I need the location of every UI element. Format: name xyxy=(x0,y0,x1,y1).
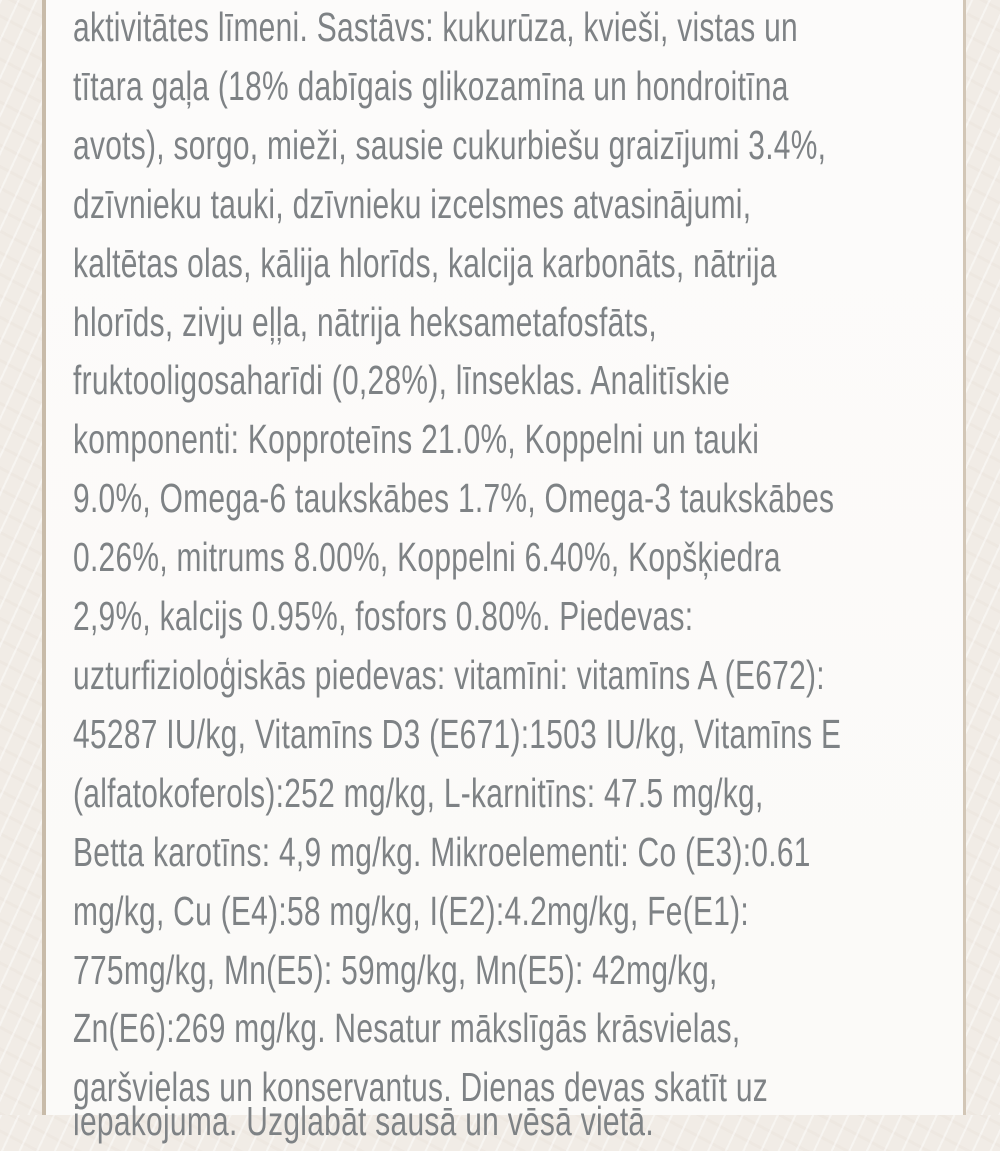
description-text-line: kaltētas olas, kālija hlorīds, kalcija karbonāts, nātrija xyxy=(73,239,777,286)
description-text-line: 0.26%, mitrums 8.00%, Koppelni 6.40%, Kopšķiedra xyxy=(73,534,781,581)
product-description-panel xyxy=(42,0,966,1144)
description-text-line: 2,9%, kalcijs 0.95%, fosfors 0.80%. Piedevas: xyxy=(73,593,694,640)
description-text-line: garšvielas un konservantus. Dienas devas skatīt uz xyxy=(73,1064,769,1111)
description-text-line: uzturfizioloģiskās piedevas: vitamīni: vitamīns A (E672): xyxy=(73,651,825,698)
description-text-line: avots), sorgo, mieži, sausie cukurbiešu graizījumi 3.4%, xyxy=(73,121,827,168)
description-text-line: Zn(E6):269 mg/kg. Nesatur mākslīgās krāsvielas, xyxy=(73,1005,741,1052)
description-text-line: 9.0%, Omega-6 taukskābes 1.7%, Omega-3 taukskābes xyxy=(73,475,835,522)
description-text-line: 775mg/kg, Mn(E5): 59mg/kg, Mn(E5): 42mg/kg, xyxy=(73,946,718,993)
description-text-line: mg/kg, Cu (E4):58 mg/kg, I(E2):4.2mg/kg, Fe(E1): xyxy=(73,887,750,934)
description-text-line: tītara gaļa (18% dabīgais glikozamīna un hondroitīna xyxy=(73,62,789,109)
description-text-line: Betta karotīns: 4,9 mg/kg. Mikroelementi: Co (E3):0.61 xyxy=(73,828,811,875)
description-text-line: aktivitātes līmeni. Sastāvs: kukurūza, kvieši, vistas un xyxy=(73,4,798,50)
clipped-text-line: iepakojuma. Uzglabāt sausā un vēsā vietā. xyxy=(73,1098,654,1144)
description-text-line: komponenti: Kopproteīns 21.0%, Koppelni un tauki xyxy=(73,416,760,463)
description-text-line: (alfatokoferols):252 mg/kg, L-karnitīns: 47.5 mg/kg, xyxy=(73,769,764,816)
description-text-line: 45287 IU/kg, Vitamīns D3 (E671):1503 IU/kg, Vitamīns E xyxy=(73,710,842,757)
description-text-line: fruktooligosaharīdi (0,28%), līnseklas. Analitīskie xyxy=(73,357,731,404)
description-text-line: hlorīds, zivju eļļa, nātrija heksametafosfāts, xyxy=(73,298,658,345)
description-text-line: dzīvnieku tauki, dzīvnieku izcelsmes atvasinājumi, xyxy=(73,180,752,227)
ingredients-text-block xyxy=(73,0,953,1117)
